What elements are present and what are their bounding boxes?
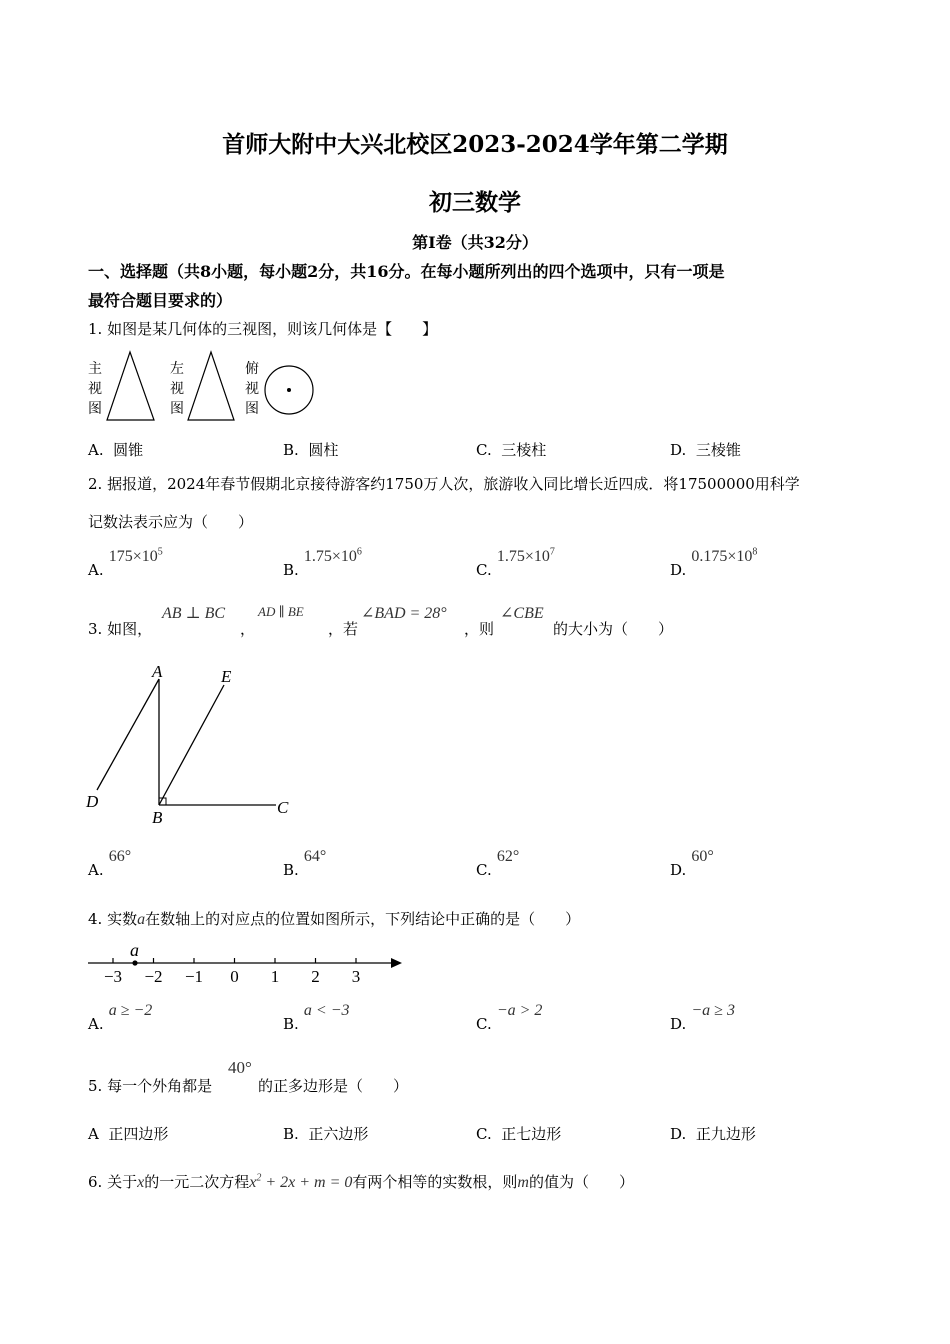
point-a-label: A bbox=[152, 662, 163, 681]
tick-label: −3 bbox=[103, 967, 123, 986]
question-6-text: 6. 关于x的一元二次方程$x^2 + 2x + m = 0$有两个相等的实数根，则m的值为（ ） bbox=[88, 1172, 634, 1191]
point-d-label: D bbox=[86, 792, 99, 811]
question-2-line1: 2. 据报道，2024年春节假期北京接待游客约1750万人次，旅游收入同比增长近四成．将17500000用科学 bbox=[88, 475, 800, 493]
q4-option-c[interactable]: C. −a > 2 bbox=[476, 1002, 543, 1033]
q3-condition-parallel: AD ∥ BE bbox=[258, 604, 304, 619]
question-4-text: 4. 实数a在数轴上的对应点的位置如图所示，下列结论中正确的是（ ） bbox=[88, 910, 581, 928]
tick-label: 3 bbox=[351, 967, 361, 986]
volume-heading: 第Ⅰ卷（共32分） bbox=[412, 233, 538, 252]
top-view-label: 俯 视 图 bbox=[245, 361, 259, 417]
q5-option-c[interactable]: C. 正七边形 bbox=[476, 1125, 562, 1143]
number-line-arrow bbox=[391, 958, 402, 968]
front-view-label: 主 视 图 bbox=[88, 361, 102, 417]
q3-option-a[interactable]: A. 66° bbox=[88, 848, 132, 879]
question-1-text: 1. 如图是某几何体的三视图，则该几何体是【 】 bbox=[88, 320, 438, 338]
point-b-label: B bbox=[152, 808, 163, 827]
tick-label: 2 bbox=[311, 967, 320, 986]
q2-option-d[interactable]: D. $0.175\times 10^8$ bbox=[670, 546, 758, 579]
q3-condition-angle: ∠BAD = 28° bbox=[361, 605, 447, 622]
question-3-suffix: 的大小为（ ） bbox=[553, 620, 674, 638]
question-5-suffix: 的正多边形是（ ） bbox=[258, 1077, 409, 1095]
tick-label: −1 bbox=[184, 967, 204, 986]
q3-separator-1: ， bbox=[240, 620, 256, 638]
question-2-line2: 记数法表示应为（ ） bbox=[88, 513, 254, 531]
q3-separator-2: ，若 bbox=[328, 620, 359, 638]
tick-label: 1 bbox=[270, 967, 280, 986]
section-heading-line1: 一、选择题（共8小题，每小题2分，共16分。在每小题所列出的四个选项中，只有一项是 bbox=[88, 262, 725, 281]
q3-option-b[interactable]: B. 64° bbox=[283, 848, 327, 879]
q1-option-a[interactable]: A. 圆锥 bbox=[88, 441, 144, 459]
point-e-label: E bbox=[221, 667, 232, 686]
tick-label: 0 bbox=[230, 967, 239, 986]
q3-target-angle: ∠CBE bbox=[500, 605, 544, 622]
q2-option-c[interactable]: C. $1.75\times 10^7$ bbox=[476, 546, 555, 579]
subject-title: 初三数学 bbox=[429, 189, 521, 216]
question-5-prefix: 5. 每一个外角都是 bbox=[88, 1077, 213, 1095]
q2-option-b[interactable]: B. $1.75\times 10^6$ bbox=[283, 546, 362, 579]
q5-option-d[interactable]: D. 正九边形 bbox=[670, 1125, 756, 1143]
q1-option-d[interactable]: D. 三棱锥 bbox=[670, 441, 741, 459]
number-line-ticks bbox=[104, 958, 360, 986]
side-view-label: 左 视 图 bbox=[170, 361, 184, 417]
q2-option-a[interactable]: A. $175\times 10^5$ bbox=[88, 546, 163, 579]
q3-option-c[interactable]: C. 62° bbox=[476, 848, 520, 879]
q5-option-a[interactable]: A 正四边形 bbox=[88, 1125, 169, 1143]
q1-option-c[interactable]: C. 三棱柱 bbox=[476, 441, 547, 459]
point-a-axis-label: a bbox=[130, 940, 139, 960]
q4-option-a[interactable]: A. a ≥ −2 bbox=[88, 1002, 153, 1033]
question-3-prefix: 3. 如图， bbox=[88, 620, 153, 638]
point-a-marker bbox=[132, 960, 137, 965]
q5-option-b[interactable]: B. 正六边形 bbox=[283, 1125, 369, 1143]
q3-separator-3: ，则 bbox=[464, 620, 495, 638]
q1-option-b[interactable]: B. 圆柱 bbox=[283, 441, 339, 459]
point-c-label: C bbox=[277, 798, 289, 817]
q4-option-b[interactable]: B. a < −3 bbox=[283, 1002, 350, 1033]
tick-label: −2 bbox=[144, 967, 163, 986]
q3-option-d[interactable]: D. 60° bbox=[670, 848, 714, 879]
exam-title: 首师大附中大兴北校区2023-2024学年第二学期 bbox=[222, 131, 728, 158]
q3-condition-perpendicular: AB ⊥ BC bbox=[162, 605, 226, 622]
section-heading-line2: 最符合题目要求的） bbox=[88, 291, 233, 310]
q5-angle: 40° bbox=[228, 1058, 252, 1077]
q4-option-d[interactable]: D. −a ≥ 3 bbox=[670, 1002, 735, 1033]
